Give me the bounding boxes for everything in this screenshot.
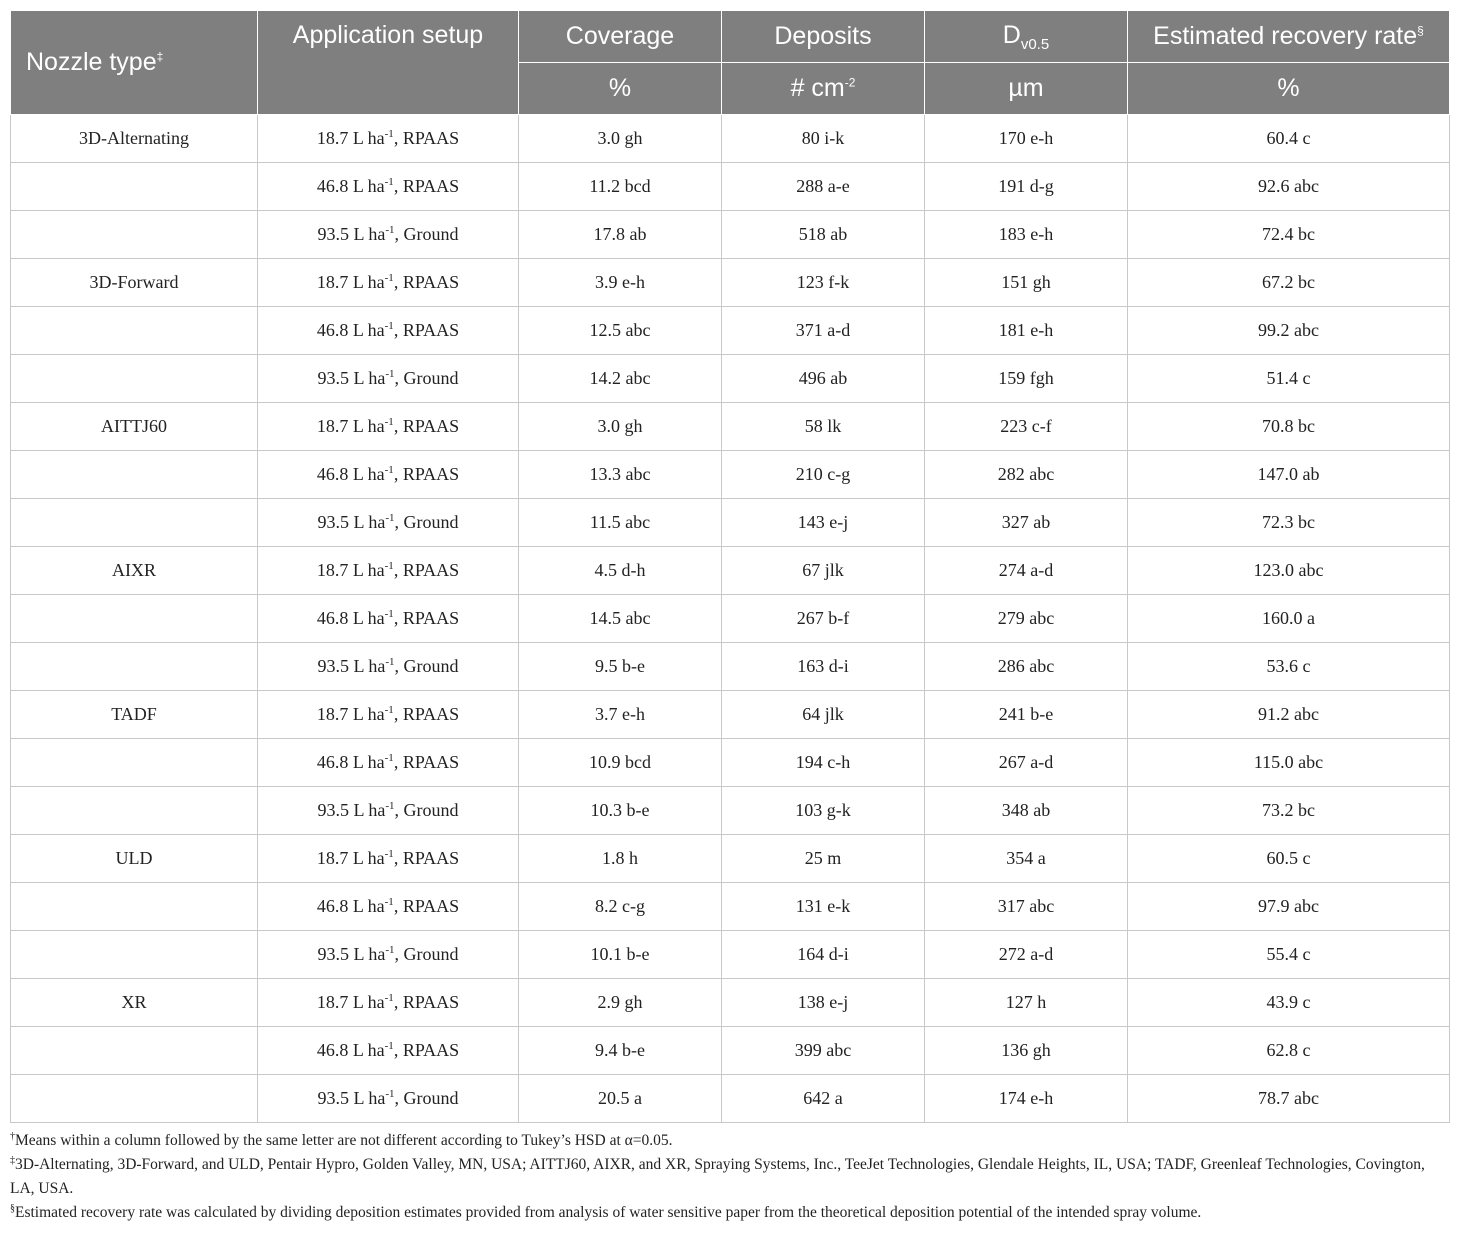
table-row (11, 739, 1450, 787)
cell-application-setup: 46.8 L $ha^{-1}$, RPAAS (258, 883, 519, 931)
cell-recovery-rate: 53.6 c (1128, 643, 1450, 691)
cell-coverage: 4.5 d-h (519, 547, 722, 595)
cell-coverage: 9.5 b-e (519, 643, 722, 691)
table-body (11, 115, 1450, 1123)
cell-recovery-rate: 60.5 c (1128, 835, 1450, 883)
header-recovery-unit: % (1128, 63, 1450, 115)
cell-coverage: 17.8 ab (519, 211, 722, 259)
cell-nozzle-type (11, 595, 258, 643)
cell-nozzle-type (11, 355, 258, 403)
cell-deposits: 80 i-k (722, 115, 925, 163)
table-row (11, 547, 1450, 595)
cell-coverage: 10.1 b-e (519, 931, 722, 979)
cell-deposits: 288 a-e (722, 163, 925, 211)
header-dv05: $D_{v0.5}$ (925, 11, 1128, 63)
cell-deposits: 64 jlk (722, 691, 925, 739)
cell-coverage: 3.9 e-h (519, 259, 722, 307)
cell-nozzle-type (11, 931, 258, 979)
cell-nozzle-type (11, 643, 258, 691)
cell-application-setup: 93.5 L $ha^{-1}$, Ground (258, 355, 519, 403)
table-row (11, 691, 1450, 739)
cell-deposits: 131 e-k (722, 883, 925, 931)
cell-deposits: 399 abc (722, 1027, 925, 1075)
cell-application-setup: 46.8 L $ha^{-1}$, RPAAS (258, 451, 519, 499)
header-application-setup: Application setup (258, 11, 519, 115)
cell-coverage: 8.2 c-g (519, 883, 722, 931)
cell-nozzle-type (11, 451, 258, 499)
cell-nozzle-type: 3D-Forward (11, 259, 258, 307)
cell-coverage: 10.3 b-e (519, 787, 722, 835)
cell-recovery-rate: 115.0 abc (1128, 739, 1450, 787)
cell-nozzle-type: TADF (11, 691, 258, 739)
cell-dv05: 286 abc (925, 643, 1128, 691)
cell-application-setup: 18.7 L $ha^{-1}$, RPAAS (258, 835, 519, 883)
cell-recovery-rate: 97.9 abc (1128, 883, 1450, 931)
table-row (11, 883, 1450, 931)
header-nozzle-type: Nozzle type‡ (11, 11, 258, 115)
cell-application-setup: 93.5 L $ha^{-1}$, Ground (258, 643, 519, 691)
cell-coverage: 9.4 b-e (519, 1027, 722, 1075)
cell-application-setup: 46.8 L $ha^{-1}$, RPAAS (258, 595, 519, 643)
table-row (11, 1027, 1450, 1075)
table-row (11, 307, 1450, 355)
cell-coverage: 14.5 abc (519, 595, 722, 643)
table-row (11, 403, 1450, 451)
table-row (11, 835, 1450, 883)
cell-recovery-rate: 147.0 ab (1128, 451, 1450, 499)
table-row (11, 979, 1450, 1027)
cell-recovery-rate: 160.0 a (1128, 595, 1450, 643)
cell-application-setup: 18.7 L $ha^{-1}$, RPAAS (258, 691, 519, 739)
header-coverage-unit: % (519, 63, 722, 115)
cell-dv05: 282 abc (925, 451, 1128, 499)
cell-application-setup: 18.7 L $ha^{-1}$, RPAAS (258, 547, 519, 595)
cell-dv05: 223 c-f (925, 403, 1128, 451)
cell-nozzle-type (11, 883, 258, 931)
cell-recovery-rate: 70.8 bc (1128, 403, 1450, 451)
data-table-container (10, 10, 1449, 1123)
cell-deposits: 496 ab (722, 355, 925, 403)
cell-nozzle-type: AITTJ60 (11, 403, 258, 451)
cell-recovery-rate: 62.8 c (1128, 1027, 1450, 1075)
cell-coverage: 20.5 a (519, 1075, 722, 1123)
footnote: ‡3D-Alternating, 3D-Forward, and ULD, Pentair Hypro, Golden Valley, MN, USA; AITTJ60, AIXR, and XR, Spraying Systems, Inc., TeeJet Technologies, Glendale Heights, IL, USA; TADF, Greenleaf Technologies, Covington, LA, USA. (10, 1154, 1425, 1197)
cell-application-setup: 18.7 L $ha^{-1}$, RPAAS (258, 115, 519, 163)
cell-application-setup: 93.5 L $ha^{-1}$, Ground (258, 931, 519, 979)
cell-application-setup: 46.8 L $ha^{-1}$, RPAAS (258, 307, 519, 355)
cell-nozzle-type: AIXR (11, 547, 258, 595)
header-coverage: Coverage (519, 11, 722, 63)
table-row (11, 499, 1450, 547)
cell-coverage: 13.3 abc (519, 451, 722, 499)
cell-dv05: 354 a (925, 835, 1128, 883)
cell-application-setup: 93.5 L $ha^{-1}$, Ground (258, 499, 519, 547)
cell-application-setup: 46.8 L $ha^{-1}$, RPAAS (258, 163, 519, 211)
cell-coverage: 3.0 gh (519, 115, 722, 163)
cell-deposits: 642 a (722, 1075, 925, 1123)
cell-nozzle-type: 3D-Alternating (11, 115, 258, 163)
cell-dv05: 272 a-d (925, 931, 1128, 979)
cell-deposits: 210 c-g (722, 451, 925, 499)
table-row (11, 451, 1450, 499)
cell-nozzle-type (11, 1027, 258, 1075)
cell-recovery-rate: 43.9 c (1128, 979, 1450, 1027)
cell-recovery-rate: 55.4 c (1128, 931, 1450, 979)
cell-dv05: 151 gh (925, 259, 1128, 307)
cell-application-setup: 18.7 L $ha^{-1}$, RPAAS (258, 259, 519, 307)
cell-coverage: 10.9 bcd (519, 739, 722, 787)
cell-coverage: 11.5 abc (519, 499, 722, 547)
cell-recovery-rate: 67.2 bc (1128, 259, 1450, 307)
cell-application-setup: 18.7 L $ha^{-1}$, RPAAS (258, 979, 519, 1027)
cell-recovery-rate: 72.3 bc (1128, 499, 1450, 547)
cell-dv05: 127 h (925, 979, 1128, 1027)
table-row (11, 931, 1450, 979)
nozzle-results-table (10, 10, 1450, 1123)
cell-deposits: 123 f-k (722, 259, 925, 307)
cell-deposits: 138 e-j (722, 979, 925, 1027)
cell-application-setup: 93.5 L $ha^{-1}$, Ground (258, 787, 519, 835)
cell-coverage: 1.8 h (519, 835, 722, 883)
cell-dv05: 174 e-h (925, 1075, 1128, 1123)
header-deposits: Deposits (722, 11, 925, 63)
cell-application-setup: 93.5 L $ha^{-1}$, Ground (258, 211, 519, 259)
cell-dv05: 159 fgh (925, 355, 1128, 403)
cell-nozzle-type (11, 1075, 258, 1123)
cell-deposits: 164 d-i (722, 931, 925, 979)
cell-dv05: 274 a-d (925, 547, 1128, 595)
footnote: §Estimated recovery rate was calculated by dividing deposition estimates provided from analysis of water sensitive paper from the theoretical deposition potential of the intended spray volume. (10, 1202, 1202, 1221)
cell-nozzle-type (11, 211, 258, 259)
cell-application-setup: 93.5 L $ha^{-1}$, Ground (258, 1075, 519, 1123)
cell-nozzle-type: ULD (11, 835, 258, 883)
cell-dv05: 170 e-h (925, 115, 1128, 163)
table-header (11, 11, 1450, 115)
cell-deposits: 371 a-d (722, 307, 925, 355)
cell-nozzle-type (11, 739, 258, 787)
cell-recovery-rate: 92.6 abc (1128, 163, 1450, 211)
table-footnotes (10, 1129, 1450, 1225)
cell-nozzle-type (11, 787, 258, 835)
cell-deposits: 143 e-j (722, 499, 925, 547)
cell-dv05: 181 e-h (925, 307, 1128, 355)
cell-deposits: 163 d-i (722, 643, 925, 691)
header-dv05-unit: µm (925, 63, 1128, 115)
table-row (11, 1075, 1450, 1123)
cell-dv05: 241 b-e (925, 691, 1128, 739)
footnote: †Means within a column followed by the same letter are not different according to Tukey’s HSD at α=0.05. (10, 1130, 673, 1149)
cell-dv05: 183 e-h (925, 211, 1128, 259)
cell-dv05: 279 abc (925, 595, 1128, 643)
cell-deposits: 58 lk (722, 403, 925, 451)
table-row (11, 643, 1450, 691)
table-row (11, 163, 1450, 211)
cell-nozzle-type: XR (11, 979, 258, 1027)
table-row (11, 211, 1450, 259)
table-row (11, 787, 1450, 835)
cell-deposits: 518 ab (722, 211, 925, 259)
cell-deposits: 25 m (722, 835, 925, 883)
cell-deposits: 103 g-k (722, 787, 925, 835)
cell-coverage: 12.5 abc (519, 307, 722, 355)
header-deposits-unit: # $cm^{-2}$ (722, 63, 925, 115)
cell-recovery-rate: 91.2 abc (1128, 691, 1450, 739)
cell-dv05: 348 ab (925, 787, 1128, 835)
cell-dv05: 267 a-d (925, 739, 1128, 787)
cell-recovery-rate: 73.2 bc (1128, 787, 1450, 835)
cell-application-setup: 18.7 L $ha^{-1}$, RPAAS (258, 403, 519, 451)
cell-application-setup: 46.8 L $ha^{-1}$, RPAAS (258, 1027, 519, 1075)
cell-recovery-rate: 123.0 abc (1128, 547, 1450, 595)
header-recovery-rate: Estimated recovery rate§ (1128, 11, 1450, 63)
cell-recovery-rate: 72.4 bc (1128, 211, 1450, 259)
cell-recovery-rate: 78.7 abc (1128, 1075, 1450, 1123)
cell-nozzle-type (11, 163, 258, 211)
cell-deposits: 194 c-h (722, 739, 925, 787)
cell-dv05: 327 ab (925, 499, 1128, 547)
table-row (11, 595, 1450, 643)
cell-dv05: 191 d-g (925, 163, 1128, 211)
cell-coverage: 3.0 gh (519, 403, 722, 451)
cell-nozzle-type (11, 307, 258, 355)
table-row (11, 115, 1450, 163)
cell-dv05: 317 abc (925, 883, 1128, 931)
table-row (11, 355, 1450, 403)
cell-coverage: 14.2 abc (519, 355, 722, 403)
cell-deposits: 67 jlk (722, 547, 925, 595)
cell-coverage: 11.2 bcd (519, 163, 722, 211)
cell-recovery-rate: 60.4 c (1128, 115, 1450, 163)
cell-coverage: 2.9 gh (519, 979, 722, 1027)
cell-recovery-rate: 99.2 abc (1128, 307, 1450, 355)
cell-deposits: 267 b-f (722, 595, 925, 643)
cell-recovery-rate: 51.4 c (1128, 355, 1450, 403)
cell-dv05: 136 gh (925, 1027, 1128, 1075)
table-row (11, 259, 1450, 307)
cell-nozzle-type (11, 499, 258, 547)
cell-application-setup: 46.8 L $ha^{-1}$, RPAAS (258, 739, 519, 787)
cell-coverage: 3.7 e-h (519, 691, 722, 739)
